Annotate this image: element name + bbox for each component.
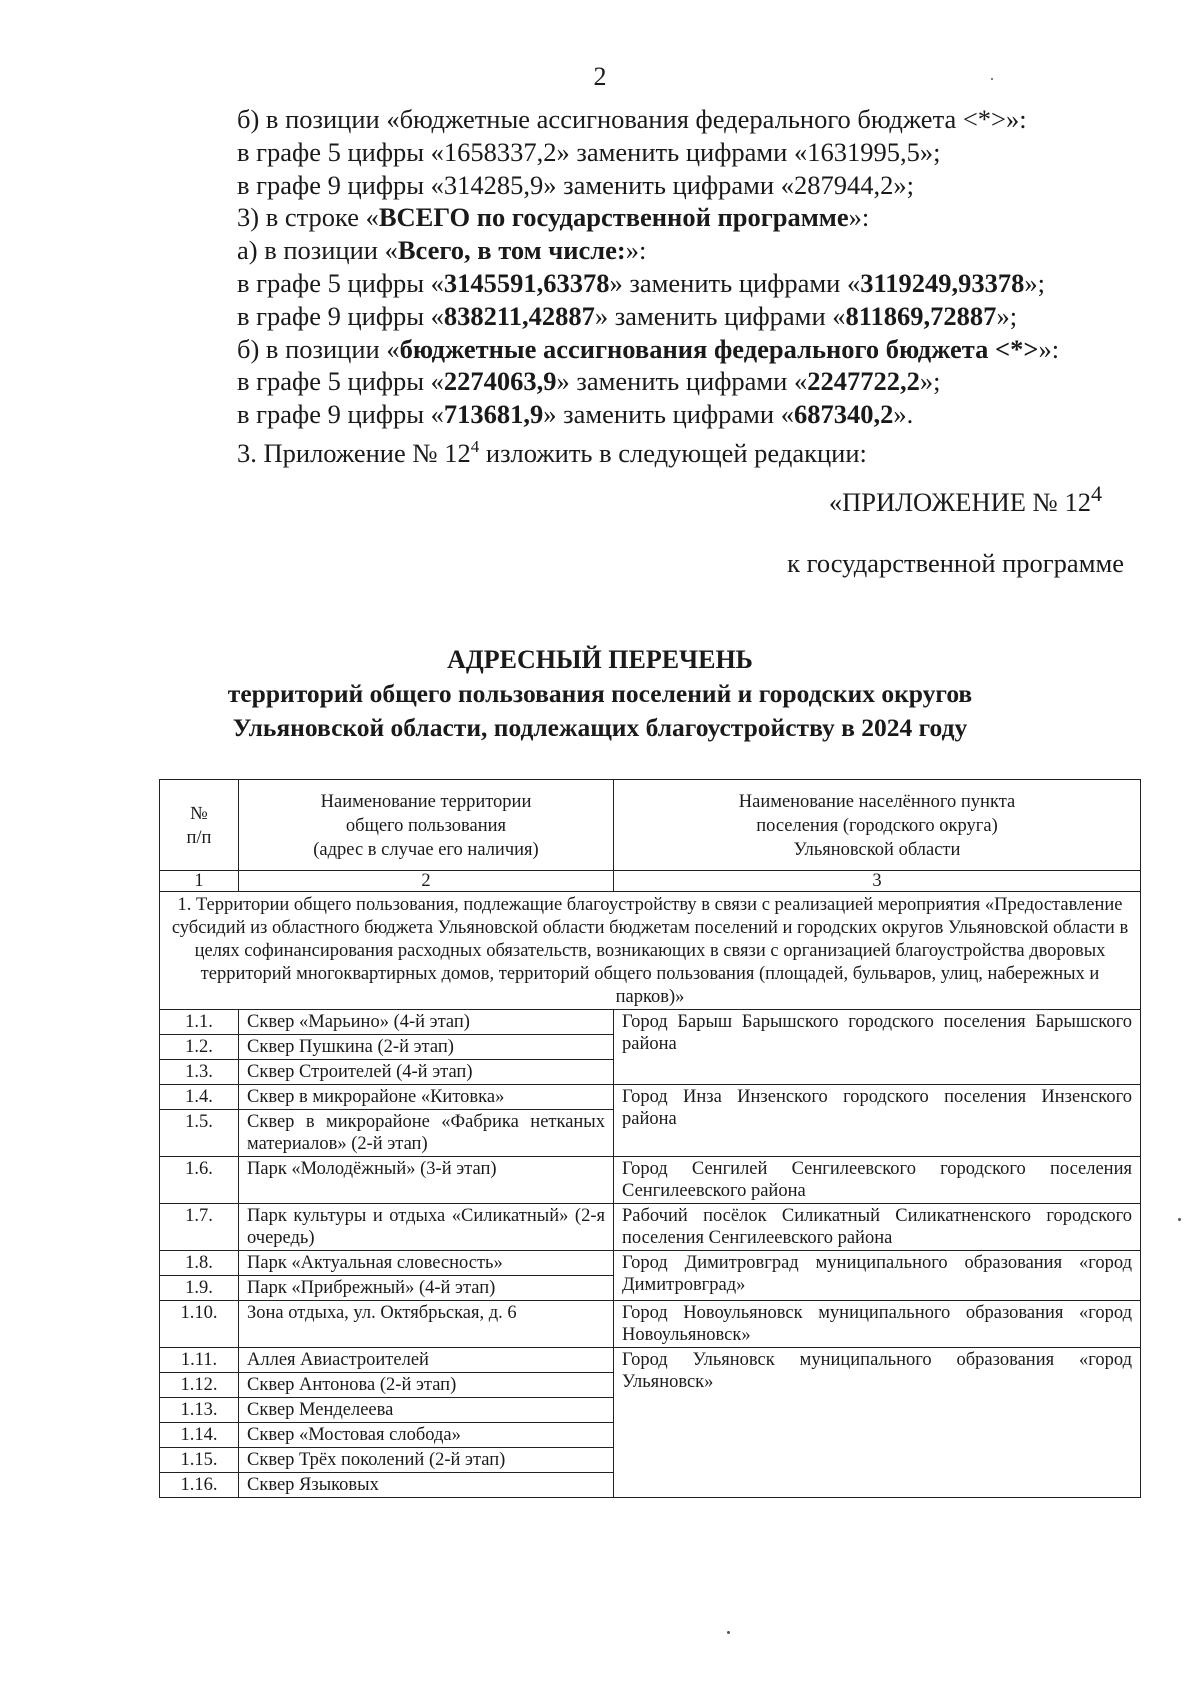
row-number: 1.7. [160,1204,239,1251]
territory-name: Сквер Языковых [239,1473,614,1498]
text-segment: »; [996,300,1018,331]
scan-speck [727,1631,730,1634]
address-register-table [159,779,1141,1498]
amendment-line [237,201,1137,234]
table-row [160,1204,1141,1251]
bold-text: 713681,9 [443,399,544,430]
text-segment: »: [848,202,870,233]
document-title [0,643,1200,745]
amendment-line [237,267,1137,300]
amendment-line [237,398,1137,431]
scan-speck [1178,1218,1181,1221]
territory-name: Сквер Пушкина (2-й этап) [239,1035,614,1060]
locality-name: Город Инза Инзенского городского поселения Инзенского района [614,1085,1141,1157]
row-number: 1.4. [160,1085,239,1110]
row-number: 1.10. [160,1301,239,1348]
scan-speck [991,78,993,80]
bold-text: 3145591,63378 [443,267,610,298]
text-segment: в графе 9 цифры «314285,9» заменить цифрами «287944,2»; [237,169,914,200]
row-number: 1.16. [160,1473,239,1498]
text-segment: »: [1038,333,1060,364]
header-number: № п/п [160,780,239,871]
row-number: 1.12. [160,1373,239,1398]
row-number: 1.11. [160,1348,239,1373]
column-number-row [160,871,1141,892]
locality-name: Город Димитровград муниципального образования «город Димитровград» [614,1251,1141,1301]
territory-name: Парк «Прибрежный» (4-й этап) [239,1276,614,1301]
table-row [160,1348,1141,1373]
territory-name: Аллея Авиастроителей [239,1348,614,1373]
table-row [160,1301,1141,1348]
text-segment: б) в позиции « [237,333,400,364]
appendix-heading [829,481,1102,518]
bold-text: 3119249,93378 [860,267,1025,298]
amendment-line [237,234,1137,267]
text-segment: »: [625,235,647,266]
title-line-3: Ульяновской области, подлежащих благоустройству в 2024 году [232,713,968,742]
territory-name: Сквер Менделеева [239,1398,614,1423]
territory-name: Парк культуры и отдыха «Силикатный» (2-я очередь) [239,1204,614,1251]
locality-name: Рабочий посёлок Силикатный Силикатненского городского поселения Сенгилеевского района [614,1204,1141,1251]
row-number: 1.1. [160,1010,239,1035]
locality-name: Город Новоульяновск муниципального образования «город Новоульяновск» [614,1301,1141,1348]
territory-name: Сквер Строителей (4-й этап) [239,1060,614,1085]
table-header-row [160,780,1141,871]
bold-text: бюджетные ассигнования федерального бюджета <*> [399,333,1039,364]
amendment-line [237,365,1137,398]
bold-text: 811869,72887 [845,300,997,331]
text-segment: в графе 5 цифры « [237,366,444,397]
table-row [160,1085,1141,1110]
text-segment: 3. Приложение № 12 [237,437,471,468]
bold-text: 2274063,9 [443,366,557,397]
territory-name: Сквер «Марьино» (4-й этап) [239,1010,614,1035]
text-segment: изложить в следующей редакции: [479,437,867,468]
amendment-line [237,136,1137,169]
amendment-line [237,431,1137,470]
text-segment: а) в позиции « [237,235,398,266]
superscript: 4 [470,436,480,456]
text-segment: в графе 5 цифры «1658337,2» заменить цифрами «1631995,5»; [237,136,941,167]
locality-name: Город Ульяновск муниципального образования «город Ульяновск» [614,1348,1141,1498]
amendment-line [237,169,1137,202]
header-locality-name: Наименование населённого пункта поселения (городского округа) Ульяновской области [614,780,1141,871]
row-number: 1.13. [160,1398,239,1423]
territory-name: Сквер Трёх поколений (2-й этап) [239,1448,614,1473]
row-number: 1.14. [160,1423,239,1448]
table-row [160,1157,1141,1204]
bold-text: 838211,42887 [443,300,595,331]
title-line-1: АДРЕСНЫЙ ПЕРЕЧЕНЬ [447,645,753,674]
table-row [160,1010,1141,1035]
table-row [160,1251,1141,1276]
amendment-line [237,300,1137,333]
section-title: 1. Территории общего пользования, подлежащие благоустройству в связи с реализацией мероприятия «Предоставление субсидий из областного бюджета Ульяновской области бюджетам поселений и городских округов Ульяновской области в целях софинансирования расходных обязательств, возникающих в связи с организацией благоустройства дворовых территорий многоквартирных домов, территорий общего пользования (площадей, бульваров, улиц, набережных и парков)» [160,892,1141,1010]
amendment-text [237,103,1137,470]
row-number: 1.3. [160,1060,239,1085]
territory-name: Сквер «Мостовая слобода» [239,1423,614,1448]
text-segment: » заменить цифрами « [594,300,846,331]
text-segment: б) в позиции «бюджетные ассигнования федерального бюджета <*>»: [237,104,1027,134]
text-segment: »; [919,366,941,397]
row-number: 1.2. [160,1035,239,1060]
text-segment: » заменить цифрами « [609,267,861,298]
locality-name: Город Сенгилей Сенгилеевского городского поселения Сенгилеевского района [614,1157,1141,1204]
text-segment: 3) в строке « [237,202,379,233]
row-number: 1.8. [160,1251,239,1276]
text-segment: ». [893,399,914,430]
column-number: 1 [160,871,239,892]
bold-text: 2247722,2 [807,366,920,397]
column-number: 2 [239,871,614,892]
row-number: 1.9. [160,1276,239,1301]
header-territory-name: Наименование территории общего пользования (адрес в случае его наличия) [239,780,614,871]
row-number: 1.5. [160,1110,239,1157]
appendix-subtitle: к государственной программе [787,548,1124,578]
territory-name: Сквер в микрорайоне «Фабрика нетканых материалов» (2-й этап) [239,1110,614,1157]
territory-name: Сквер Антонова (2-й этап) [239,1373,614,1398]
amendment-line [237,103,1137,136]
section-row [160,892,1141,1010]
appendix-heading-text: «ПРИЛОЖЕНИЕ № 12 [828,486,1091,517]
text-segment: в графе 5 цифры « [237,267,444,298]
text-segment: в графе 9 цифры « [237,399,444,430]
row-number: 1.15. [160,1448,239,1473]
bold-text: Всего, в том числе: [397,235,626,266]
text-segment: в графе 9 цифры « [237,300,444,331]
text-segment: » заменить цифрами « [556,366,808,397]
locality-name: Город Барыш Барышского городского поселения Барышского района [614,1010,1141,1085]
bold-text: ВСЕГО по государственной программе [378,202,849,233]
territory-name: Парк «Актуальная словесность» [239,1251,614,1276]
amendment-line [237,333,1137,366]
page-number: 2 [593,62,607,91]
territory-name: Зона отдыха, ул. Октябрьская, д. 6 [239,1301,614,1348]
appendix-heading-superscript: 4 [1090,481,1102,506]
row-number: 1.6. [160,1157,239,1204]
text-segment: »; [1024,267,1046,298]
column-number: 3 [614,871,1141,892]
title-line-2: территорий общего пользования поселений и городских округов [227,679,973,708]
bold-text: 687340,2 [793,399,894,430]
territory-name: Парк «Молодёжный» (3-й этап) [239,1157,614,1204]
text-segment: » заменить цифрами « [543,399,794,430]
territory-name: Сквер в микрорайоне «Китовка» [239,1085,614,1110]
